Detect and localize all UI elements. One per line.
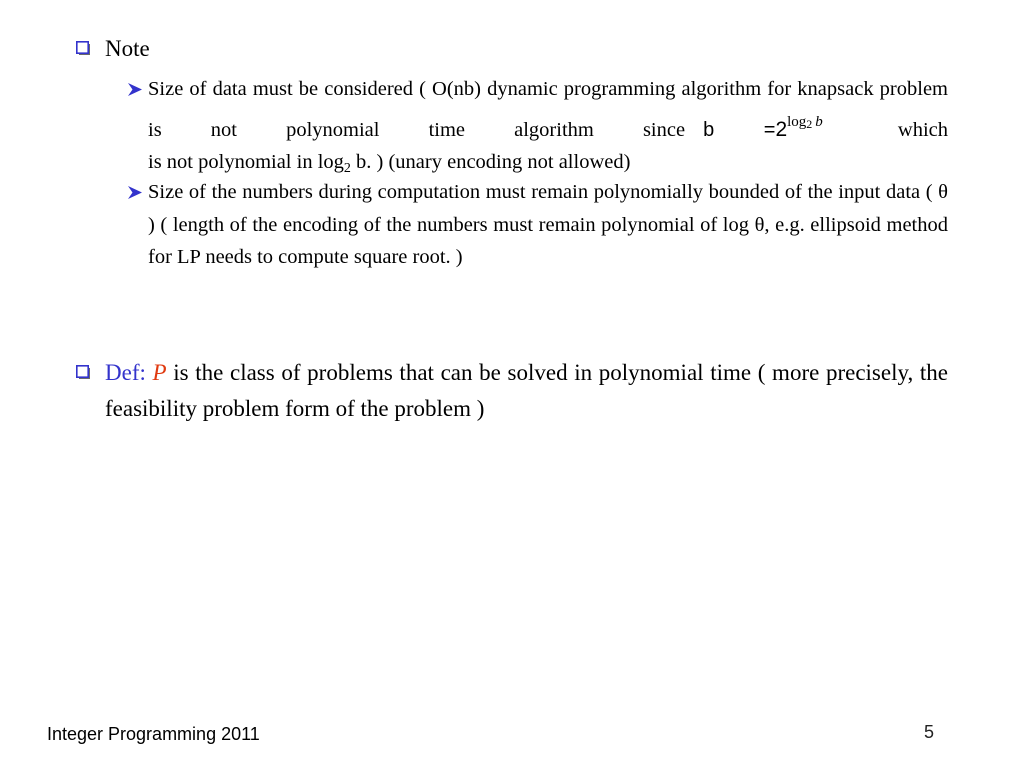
note-bullet-1-line-3 — [148, 146, 948, 179]
formula-lhs: b = — [703, 118, 776, 141]
formula-base: 2 — [775, 117, 788, 141]
note-bullet-2-text: Size of the numbers during computation must remain polynomially bounded of the input data ( θ ) ( length of the encoding of the numbers must remain polynomial of log θ, e.g. ellipsoid method for LP needs to compute square root. ) — [148, 181, 948, 268]
note-bullet-1-text: Size of data must be considered ( O(nb) dynamic programming algorithm for knapsack problem is not polynomial time algorithm since — [148, 78, 948, 141]
formula-exp-sub: 2 — [806, 116, 813, 131]
definition-item — [76, 355, 948, 427]
formula-exp-log: log — [787, 113, 807, 130]
page-number: 5 — [924, 722, 935, 742]
note-bullet-2 — [127, 176, 948, 274]
formula-exponent — [787, 114, 823, 130]
definition-text: is the class of problems that can be solved in polynomial time ( more precisely, the feasibility problem form of the problem ) — [105, 360, 948, 421]
note-bullet-1-line3-sub: 2 — [343, 161, 351, 176]
note-bullet-1 — [127, 73, 948, 179]
note-heading: Note — [105, 36, 150, 61]
definition-term: P — [152, 360, 167, 385]
arrowhead-bullet-icon — [127, 185, 143, 200]
note-bullet-1-after-formula: which — [897, 118, 949, 141]
formula-exp-var: b — [815, 113, 823, 130]
definition-text-block — [105, 355, 948, 427]
note-bullet-1-line3-a: is not polynomial in log — [148, 151, 344, 173]
footer-title: Integer Programming 2011 — [47, 724, 260, 744]
note-bullet-1-line3-b: b. ) (unary encoding not allowed) — [350, 151, 631, 173]
note-bullet-1-lines-1-2 — [148, 73, 948, 146]
log-formula — [685, 113, 849, 141]
arrowhead-bullet-icon — [127, 82, 143, 97]
hollow-square-bullet-icon — [76, 365, 91, 380]
hollow-square-bullet-icon — [76, 41, 91, 56]
definition-label: Def: — [105, 360, 146, 385]
note-item — [76, 31, 948, 66]
